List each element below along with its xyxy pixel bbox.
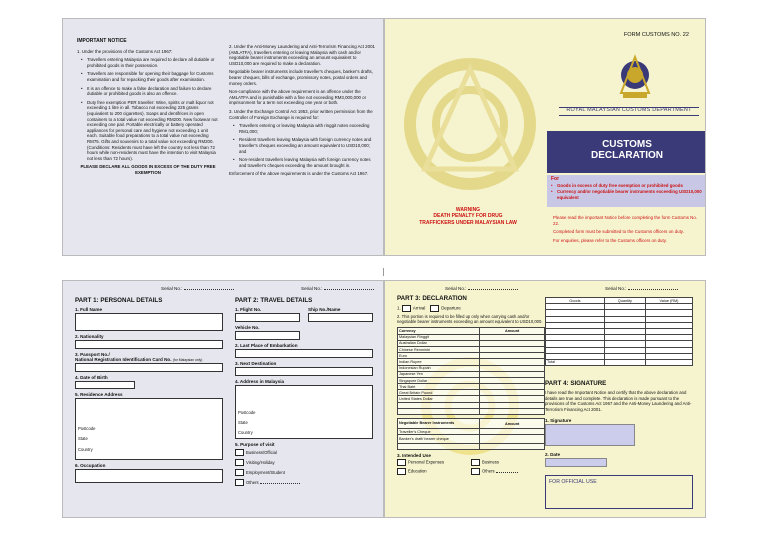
passport-label [75,352,223,362]
notice-item-1: 1. Under the provisions of the Customs Act 1967: [77,48,173,54]
part2-title: PART 2: TRAVEL DETAILS [235,297,313,304]
checkbox[interactable] [235,479,244,486]
signature-field[interactable] [545,424,635,446]
use-option[interactable] [397,468,471,475]
serial-label: Serial No.: [445,286,467,291]
currency-name[interactable] [398,408,480,414]
cover-panel [384,18,706,256]
currency-name: Great Britain Pound [398,390,480,396]
for-item: • Currency and/or negotiable bearer instruments exceeding USD10,000 equivalent [551,189,703,200]
goods-table [545,297,693,366]
intended-use-label: 3. Intended Use [397,453,431,459]
currency-name: Malaysian Ringgit [398,334,480,340]
flight-field[interactable] [235,313,300,322]
currency-table [397,327,545,415]
fold-mark [383,268,385,276]
arrival-label: Arrival [412,305,426,311]
currency-name: Chinese Renminbi [398,346,480,352]
purpose-option-label: Others [246,480,259,485]
form-right-panel [384,280,706,518]
quantity-header: Quantity [604,298,645,304]
passport-field[interactable] [75,363,223,372]
currency-name: United States Dollar [398,396,480,402]
part3-section [397,295,545,475]
goods-total-row [546,359,693,365]
postcode-label: Postcode [78,426,96,431]
checkbox[interactable] [471,468,480,475]
national-id-note: (for Malaysian only) [172,358,203,362]
national-id-label: National Registration Identification Card No. [75,357,172,362]
postcode-label: Postcode [238,410,256,415]
nbi-table [397,418,545,450]
departure-label: Departure [441,305,461,311]
nbi-row [398,435,545,444]
instruction: For enquiries, please refer to the Customs officers on duty. [553,237,667,243]
part3-note: 2. This portion is required to be filled up only when carrying cash and/or negotiable bearer instruments exceeding an amount equivalent to USD10,000. [397,314,543,325]
notice-enforcement: Enforcement of the above requirements is under the Customs Act 1967. [229,171,369,177]
notice-panel [62,18,384,256]
amount-cell[interactable] [480,435,545,444]
currency-name: Indonesian Rupiah [398,365,480,371]
use-option[interactable] [471,459,545,466]
checkbox[interactable] [397,459,406,466]
total-label: Total [546,359,605,365]
part2-section [235,297,373,488]
goods-header: Goods [546,298,605,304]
ship-field[interactable] [308,313,373,322]
purpose-option[interactable] [235,468,373,478]
direction-options: 1. Arrival Departure [397,305,461,311]
nbi-row [398,444,545,450]
passport-label-text: 3. Passport No./ [75,352,110,357]
notice-bullet: • It is an offence to make a false declaration and failure to declare dutiable or prohibited goods is also an offence. [81,86,219,97]
use-option[interactable] [471,468,545,475]
flight-label: 1. Flight No. [235,307,262,312]
dob-field[interactable] [75,381,135,389]
nbi-name: Traveller's Cheque [398,429,480,435]
title-banner [547,131,706,173]
part4-title: PART 4: SIGNATURE [545,380,607,388]
form-number: FORM CUSTOMS NO. 22 [623,32,689,38]
use-option[interactable] [397,459,471,466]
country-label: Country [238,430,253,435]
instruction: Please read the important Notice before completing the form Customs No. 22. [553,215,697,226]
currency-name: Japanese Yen [398,371,480,377]
warning-line: TRAFFICKERS UNDER MALAYSIAN LAW [419,219,517,226]
date-field[interactable] [545,458,607,467]
dob-label: 4. Date of Birth [75,375,108,380]
purpose-option[interactable] [235,458,373,468]
notice-item-2-p3: Non-compliance with the above requirement is an offence under the AMLATFA and is punishable with a fine not exceeding RM3,000,000 or imprisonment for a term not exceeding one year or both. [229,89,367,106]
vehicle-label: Vehicle No. [235,325,260,330]
part1-title: PART 1: PERSONAL DETAILS [75,297,163,304]
notice-bullet: • Travellers entering Malaysia are required to declare all dutiable or prohibited goods in their possession. [81,57,219,68]
date-label: 2. Date [545,452,561,458]
notice-col-2 [229,44,375,177]
notice-bullet: • Resident travellers leaving Malaysia with foreign currency notes and traveller's cheques exceeding an amount equivalent to USD10,000; and [233,137,375,154]
checkbox[interactable] [471,459,480,466]
currency-name: Australian Dollar [398,340,480,346]
nbi-name[interactable] [398,444,480,450]
notice-col-1 [77,39,219,175]
checkbox[interactable] [402,305,411,312]
part4-section [545,297,693,509]
state-label: State [238,420,248,425]
official-use-box [545,475,693,509]
warning-line: DEATH PENALTY FOR DRUG [433,213,503,220]
ship-label: Ship No./Name [308,307,341,312]
signature-label: 1. Signature [545,418,572,424]
currency-row [398,408,545,414]
serial-no [445,286,518,291]
serial-label: Serial No.: [161,286,183,291]
purpose-label: 5. Purpose of visit [235,442,275,447]
amount-cell[interactable] [480,408,545,414]
use-option-label: Personal Expenses [408,460,445,466]
customs-crest-logo [615,53,655,101]
amount-header: Amount [480,328,545,334]
last-place-field[interactable] [235,349,373,358]
currency-name: Indian Rupee [398,359,480,365]
last-place-label: 2. Last Place of Embarkation [235,343,298,348]
full-name-field[interactable] [75,313,223,331]
notice-item-2-p2: Negotiable bearer instruments include traveller's cheques, banker's drafts, bearer cheques, bills of exchange, promissory notes, postal orders and money orders. [229,69,373,86]
notice-item-2: 2. Under the Anti-Money Laundering and Anti-Terrorism Financing Act 2001 (AMLATFA), travellers entering or leaving Malaysia with cash and/or negotiable bearer instruments exceeding an amount equivalent to USD10,000 are required to make a declaration. [229,44,375,66]
notice-title: IMPORTANT NOTICE [77,38,127,44]
use-option-label: Others [482,469,495,475]
residence-field[interactable] [75,398,223,460]
purpose-option-label: Business/Official [246,450,277,455]
for-item: • Goods in excess of duty free exemption or prohibited goods [551,183,703,189]
address-field[interactable] [235,385,373,439]
next-dest-field[interactable] [235,367,373,376]
amount-header: Amount [480,419,545,429]
purpose-options [235,448,373,488]
intended-use-options [397,459,545,475]
checkbox[interactable] [430,305,439,312]
purpose-option[interactable] [235,448,373,458]
serial-label: Serial No.: [301,286,323,291]
part3-title: PART 3: DECLARATION [397,295,467,302]
currency-header: Currency [398,328,480,334]
residence-label: 5. Residence Address [75,392,123,397]
currency-name: Euro [398,353,480,359]
country-label: Country [78,447,93,452]
vehicle-field[interactable] [235,331,300,340]
purpose-option-label: Employment/Student [246,470,285,475]
serial-label: Serial No.: [605,286,627,291]
use-option-label: Business [482,460,499,466]
nationality-label: 2. Nationality [75,334,104,339]
nbi-header: Negotiable Bearer Instruments [398,419,480,429]
amount-cell[interactable] [480,444,545,450]
occupation-field[interactable] [75,469,223,483]
title-line: CUSTOMS [602,139,652,150]
address-label: 4. Address in Malaysia [235,379,285,384]
warning-title: WARNING [455,207,481,213]
quantity-cell [604,359,645,365]
crest-watermark [395,49,545,199]
occupation-label: 6. Occupation [75,463,106,468]
value-header: Value (RM) [645,298,692,304]
part3-note-text: This portion is required to be filled up only when carrying cash and/or negotiable bearer instruments exceeding an amount equivalent to USD10,000. [397,314,543,325]
form-left-panel [62,280,384,518]
serial-no [161,286,234,291]
serial-no [605,286,678,291]
use-option-label: Education [408,469,427,475]
purpose-option[interactable] [235,478,373,488]
checkbox[interactable] [235,449,244,456]
official-use-label: FOR OFFICIAL USE [549,479,597,486]
notice-bullet: • Travellers entering or leaving Malaysia with ringgit notes exceeding RM1,000; [233,123,375,134]
purpose-option-label: Visiting/Holiday [246,460,275,465]
full-name-label: 1. Full Name [75,307,103,312]
notice-bullet: • Duty free exemption PER traveller: Wine, spirits or malt liquor not exceeding 1 litre in all. Tobacco not exceeding 225 grams (equivalent to 200 cigarettes). Soaps and dentifrices in open containers to a total value not exceeding RM200. New footwear not exceeding one pair. Portable electrically or battery operated appliances for personal care and hygiene not exceeding 1 unit each. Suitable food preparations to a total value not exceeding RM75. Gifts and souvenirs to a total value not exceeding RM200. (Conditions: Residents must have left the country not less than 72 hours while non-residents must have the intention to visit Malaysia not less than 72 hours). [81,100,219,162]
for-label: For [551,176,560,182]
checkbox[interactable] [235,459,244,466]
part1-section [75,297,223,483]
checkbox[interactable] [397,468,406,475]
warning-notice [393,207,543,226]
notice-item-3: 3. Under the Exchange Control Act 1953, prior written permission from the Controller of Foreign Exchange is required for: [229,108,373,120]
title-line: DECLARATION [590,150,664,161]
state-label: State [78,436,88,441]
total-value-cell[interactable] [645,359,692,365]
next-dest-label: 3. Next Destination [235,361,277,366]
instruction: Completed form must be submitted to the Customs officers on duty. [553,229,684,235]
cover-instructions [553,215,699,243]
currency-name: Thai Baht [398,384,480,390]
part4-text: I have read the Important Notice and certify that the above declaration and details are true and complete. This declaration is made pursuant to the provisions of the Customs Act 1967 and the Anti-Money Laundering and Anti-Terrorism Financing Act 2001. [545,390,692,412]
currency-name: Singapore Dollar [398,377,480,383]
notice-bullet: • Non-resident travellers leaving Malaysia with foreign currency notes and traveller's cheques exceeding the amount brought in. [233,157,375,168]
declare-all-note: PLEASE DECLARE ALL GOODS IN EXCESS OF THE DUTY FREE EXEMPTION [80,164,216,175]
for-box [547,175,706,207]
serial-no [301,286,374,291]
checkbox[interactable] [235,469,244,476]
nbi-name: Banker's draft/ bearer cheque [398,435,480,444]
department-name: ROYAL MALAYSIAN CUSTOMS DEPARTMENT [566,107,692,113]
notice-bullet: • Travellers are responsible for opening their baggage for Customs examination and for repacking their goods after examination. [81,71,219,82]
nationality-field[interactable] [75,340,223,349]
